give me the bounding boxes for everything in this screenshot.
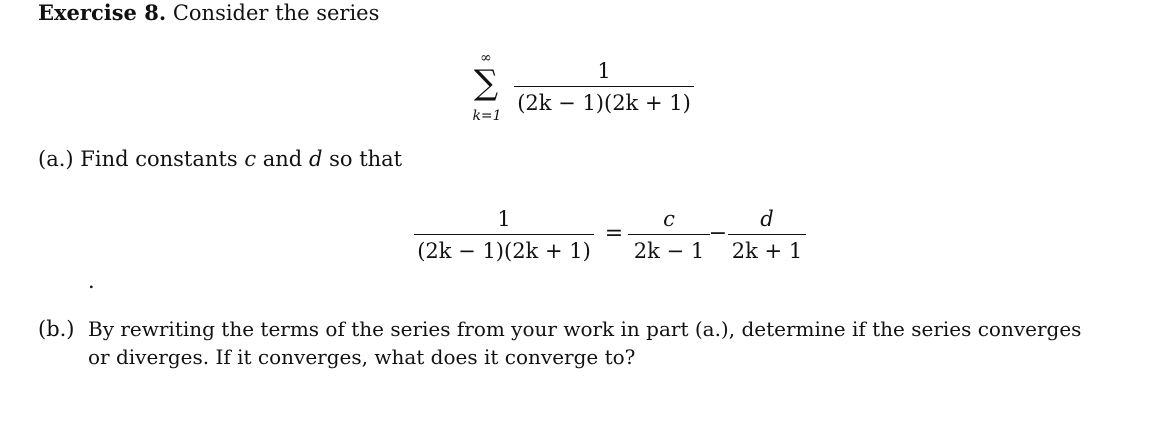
part-a-text-after: so that bbox=[329, 147, 403, 171]
variable-d: d bbox=[308, 147, 323, 171]
trailing-dot: . bbox=[88, 269, 95, 293]
c-numerator: c bbox=[663, 207, 675, 231]
d-fraction-bar bbox=[728, 234, 806, 235]
series-fraction-bar bbox=[514, 86, 694, 87]
lhs-fraction-bar bbox=[414, 234, 594, 235]
part-a-label: (a.) bbox=[38, 147, 74, 171]
series-denominator: (2k − 1)(2k + 1) bbox=[517, 91, 691, 115]
exercise-label: Exercise 8. bbox=[38, 0, 167, 25]
part-a-prompt bbox=[38, 146, 402, 172]
part-a-and: and bbox=[262, 147, 303, 171]
part-b-line-1: By rewriting the terms of the series from your work in part (a.), determine if the series converges bbox=[88, 317, 1082, 341]
minus-sign: − bbox=[708, 221, 728, 246]
variable-c: c bbox=[244, 147, 257, 171]
c-fraction-bar bbox=[628, 234, 710, 235]
part-b-label: (b.) bbox=[38, 317, 75, 341]
d-numerator: d bbox=[760, 207, 774, 231]
series-lower-limit: k=1 bbox=[472, 108, 502, 124]
exercise-intro-text: Consider the series bbox=[172, 1, 380, 25]
part-a-text-before: Find constants bbox=[80, 147, 238, 171]
part-b-line-2: or diverges. If it converges, what does it converge to? bbox=[88, 345, 636, 369]
lhs-denominator: (2k − 1)(2k + 1) bbox=[417, 239, 591, 263]
series-numerator: 1 bbox=[597, 59, 611, 83]
sigma-symbol: ∑ bbox=[473, 63, 499, 103]
lhs-numerator: 1 bbox=[497, 207, 511, 231]
d-denominator: 2k + 1 bbox=[731, 239, 803, 263]
exercise-heading bbox=[38, 0, 379, 26]
equals-sign: = bbox=[604, 221, 624, 246]
series-upper-limit: ∞ bbox=[480, 50, 492, 66]
c-denominator: 2k − 1 bbox=[633, 239, 705, 263]
